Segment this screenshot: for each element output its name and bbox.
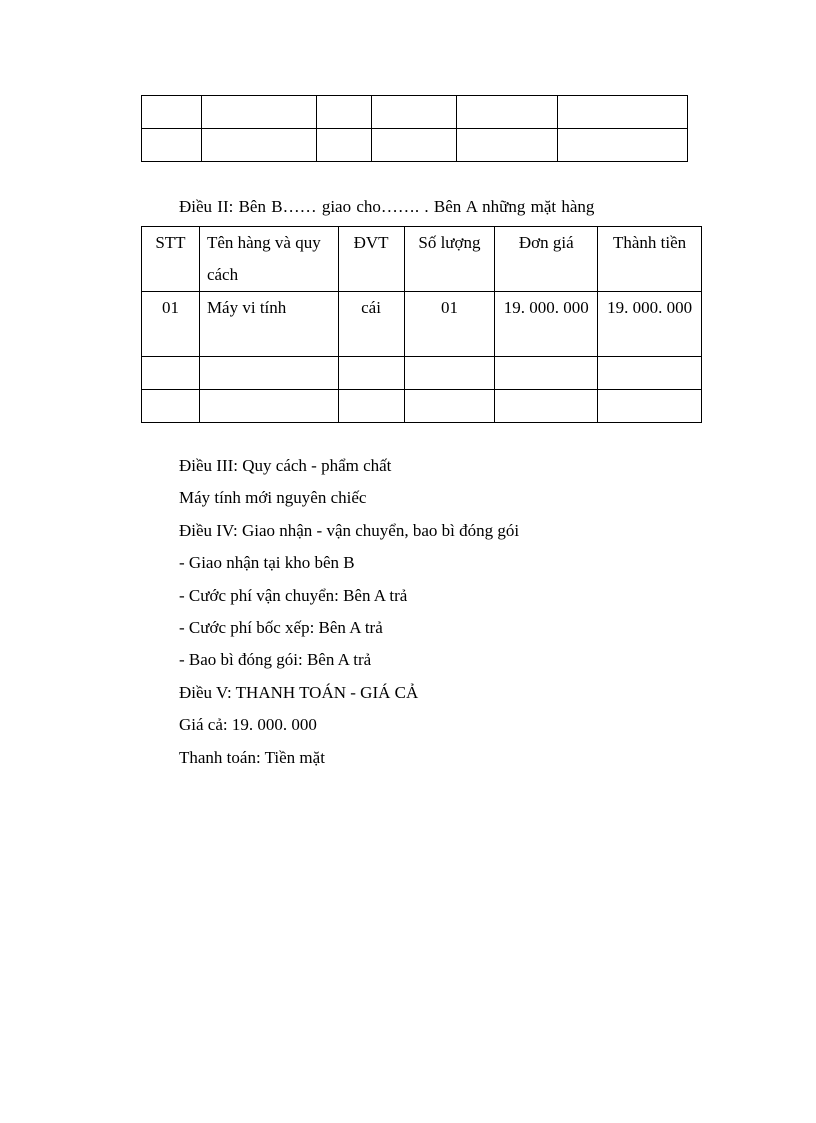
header-name: Tên hàng và quy cách [199,227,338,292]
table-cell [338,357,404,390]
table-row [142,390,702,423]
cell-quantity: 01 [404,292,495,357]
table-row [142,357,702,390]
table-cell [201,96,316,129]
table-cell [495,357,598,390]
price-line: Giá cả: 19. 000. 000 [179,715,317,735]
table-cell [404,390,495,423]
table-cell [199,390,338,423]
article-5-heading: Điều V: THANH TOÁN - GIÁ CẢ [179,682,419,702]
table-cell [598,357,702,390]
loading-fee-item: - Cước phí bốc xếp: Bên A trả [179,617,383,637]
article-4-heading: Điều IV: Giao nhận - vận chuyển, bao bì đóng gói [179,520,520,540]
table-cell [371,129,457,162]
header-unit: ĐVT [338,227,404,292]
cell-unit: cái [338,292,404,357]
table-cell [457,129,558,162]
table-row [142,292,702,357]
header-stt: STT [142,227,200,292]
cell-name: Máy vi tính [199,292,338,357]
cell-unit-price: 19. 000. 000 [495,292,598,357]
table-cell [316,96,371,129]
table-cell [142,129,202,162]
shipping-fee-item: - Cước phí vận chuyển: Bên A trả [179,585,408,605]
table-cell [142,357,200,390]
table-cell [598,390,702,423]
table-row [142,129,688,162]
delivery-location-item: - Giao nhận tại kho bên B [179,553,355,573]
table-row [142,96,688,129]
previous-table [141,95,688,162]
header-unit-price: Đơn giá [495,227,598,292]
table-cell [142,390,200,423]
table-cell [558,129,688,162]
goods-table [141,226,702,423]
payment-line: Thanh toán: Tiền mặt [179,747,325,767]
table-cell [404,357,495,390]
article-2-heading: Điều II: Bên B…… giao cho……. . Bên A những mặt hàng [179,197,595,216]
table-cell [457,96,558,129]
table-cell [201,129,316,162]
table-cell [371,96,457,129]
header-total: Thành tiền [598,227,702,292]
contract-body [179,454,519,778]
table-cell [199,357,338,390]
table-cell [495,390,598,423]
table-cell [558,96,688,129]
article-3-heading: Điều III: Quy cách - phẩm chất [179,456,392,475]
table-cell [316,129,371,162]
table-cell [142,96,202,129]
cell-total: 19. 000. 000 [598,292,702,357]
table-header-row [142,227,702,292]
table-cell [338,390,404,423]
quality-text: Máy tính mới nguyên chiếc [179,488,367,508]
cell-stt: 01 [142,292,200,357]
packaging-item: - Bao bì đóng gói: Bên A trả [179,650,372,670]
header-quantity: Số lượng [404,227,495,292]
